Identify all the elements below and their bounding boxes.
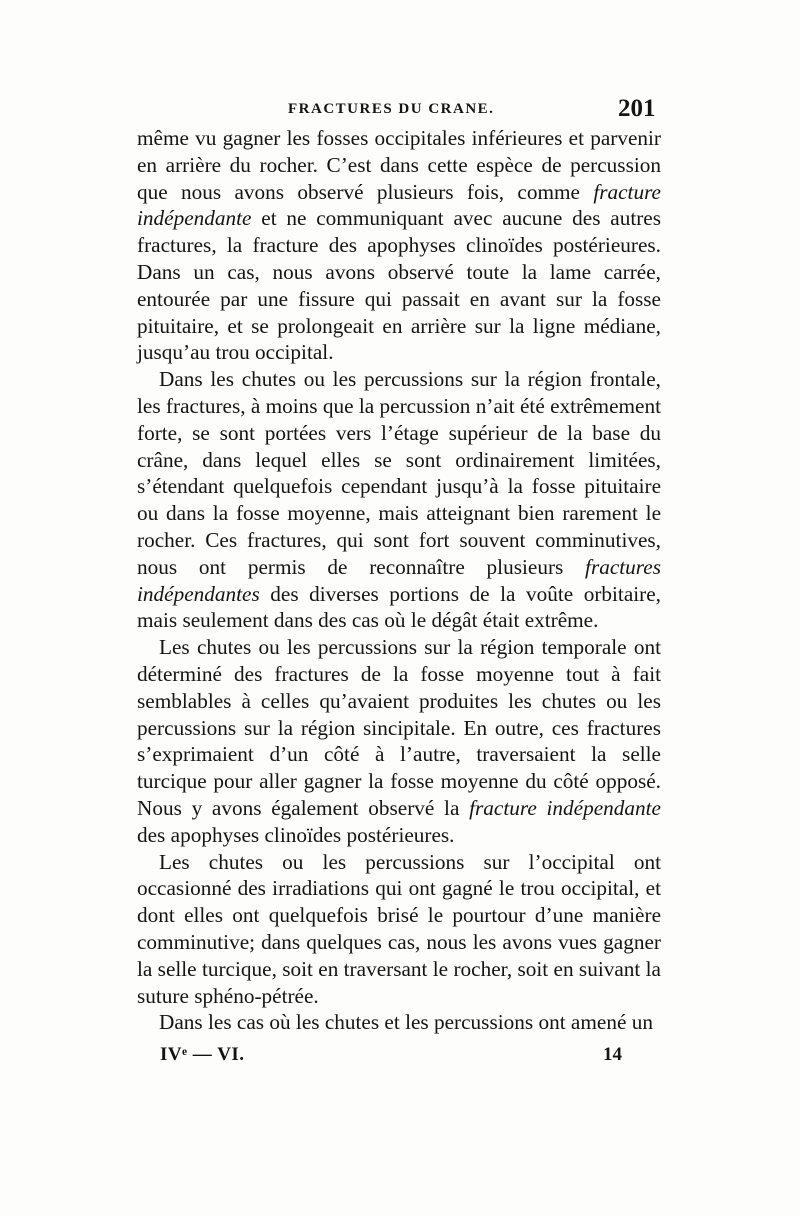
running-title: FRACTURES DU CRANE.	[288, 101, 495, 117]
text-segment: Les chutes ou les percussions sur l’occipital ont occasionné des irradiations qui ont gagné le trou occipital, et dont elles ont quelquefois brisé le pourtour d’une manière comminutive; dans quelques cas, nous les avons vues gagner la selle turcique, soit en traversant le rocher, soit en suivant la suture sphéno-pétrée.	[137, 849, 661, 1008]
text-segment: des diverses portions de la voûte orbitaire, mais seulement dans des cas où le dégât était extrême.	[137, 581, 661, 633]
signature-line	[0, 1044, 800, 1074]
paragraph-last	[137, 1009, 661, 1036]
italic-term: fracture indépendante	[469, 795, 661, 820]
body-text	[137, 125, 661, 1036]
page-number: 201	[618, 95, 656, 122]
paragraph-occipital	[137, 849, 661, 1010]
italic-term: fractures indépendantes	[137, 554, 661, 606]
running-head	[0, 95, 800, 125]
paragraph-frontal	[137, 366, 661, 634]
text-segment: des apophyses clinoïdes postérieures.	[137, 822, 455, 847]
text-segment: même vu gagner les fosses occipitales inférieures et parvenir en arrière du rocher. C’est dans cette espèce de percussion que nous avons observé plusieurs fois, comme	[137, 126, 661, 204]
text-segment: Les chutes ou les percussions sur la région temporale ont déterminé des fractures de la fosse moyenne tout à fait semblables à celles qu’avaient produites les chutes ou les percussions sur la région sincipitale. En outre, ces fractures s’exprimaient d’un côté à l’autre, traversaient la selle turcique pour aller gagner la fosse moyenne du côté opposé. Nous y avons également observé la	[137, 635, 661, 820]
text-segment: Dans les chutes ou les percussions sur la région frontale, les fractures, à moins que la percussion n’ait été extrêmement forte, se sont portées vers l’étage supérieur de la base du crâne, dans lequel elles se sont ordinairement limitées, s’étendant quelquefois cependant jusqu’à la fosse pituitaire ou dans la fosse moyenne, mais atteignant bien rarement le rocher. Ces fractures, qui sont fort souvent comminutives, nous ont permis de reconnaître plusieurs	[137, 367, 661, 579]
paragraph-temporal	[137, 634, 661, 848]
text-segment: et ne communiquant avec aucune des autres fractures, la fracture des apophyses clinoïdes postérieures. Dans un cas, nous avons observé toute la lame carrée, entourée par une fissure qui passait en avant sur la fosse pituitaire, et se prolongeait en arrière sur la ligne médiane, jusqu’au trou occipital.	[137, 206, 661, 365]
signature-number: 14	[603, 1044, 622, 1065]
paragraph-continued	[137, 125, 661, 366]
text-segment: Dans les cas où les chutes et les percussions ont amené un	[159, 1010, 653, 1035]
italic-term: fracture indépendante	[137, 179, 661, 231]
signature-mark: IVᵉ — VI.	[160, 1044, 245, 1065]
